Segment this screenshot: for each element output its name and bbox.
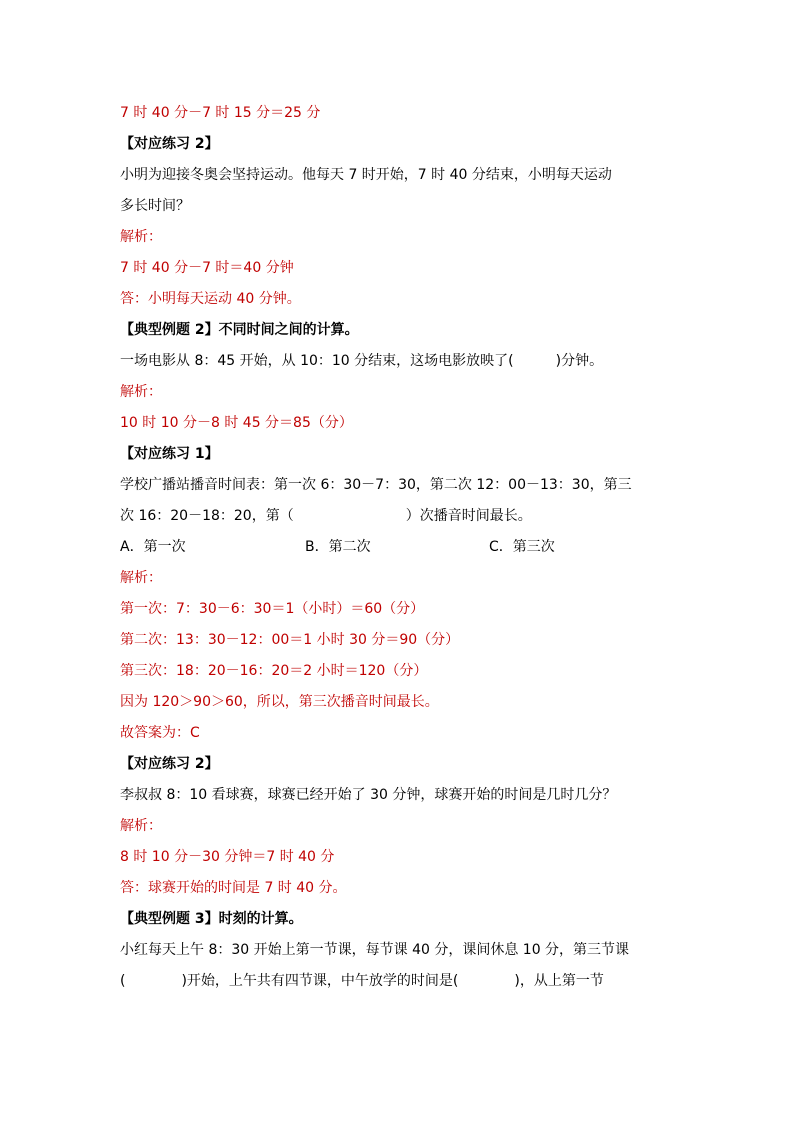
answer-line: 答：球赛开始的时间是 7 时 40 分。 <box>120 880 347 896</box>
answer-line: 故答案为：C <box>120 725 200 741</box>
option-b: B．第二次 <box>305 539 371 555</box>
option-c: C．第三次 <box>489 539 555 555</box>
answer-line: 第一次：7：30－6：30＝1（小时）＝60（分） <box>120 601 425 617</box>
question-text: 多长时间？ <box>120 198 190 214</box>
answer-line: 因为 120＞90＞60，所以，第三次播音时间最长。 <box>120 694 439 710</box>
answer-line: 8 时 10 分－30 分钟＝7 时 40 分 <box>120 849 335 865</box>
answer-line: 7 时 40 分－7 时 15 分＝25 分 <box>120 105 321 121</box>
analysis-label: 解析： <box>120 570 162 586</box>
answer-line: 7 时 40 分－7 时＝40 分钟 <box>120 260 294 276</box>
answer-line: 第三次：18：20－16：20＝2 小时＝120（分） <box>120 663 428 679</box>
question-text: 小明为迎接冬奥会坚持运动。他每天 7 时开始，7 时 40 分结束，小明每天运动 <box>120 167 612 183</box>
analysis-label: 解析： <box>120 384 162 400</box>
section-heading: 【对应练习 2】 <box>120 136 219 152</box>
analysis-label: 解析： <box>120 229 162 245</box>
answer-line: 10 时 10 分－8 时 45 分＝85（分） <box>120 415 353 431</box>
answer-line: 答：小明每天运动 40 分钟。 <box>120 291 301 307</box>
question-text: 次 16：20－18：20，第（ ）次播音时间最长。 <box>120 508 532 524</box>
analysis-label: 解析： <box>120 818 162 834</box>
question-text: 学校广播站播音时间表：第一次 6：30－7：30，第二次 12：00－13：30，第三 <box>120 477 632 493</box>
question-text: 一场电影从 8：45 开始，从 10：10 分结束，这场电影放映了( )分钟。 <box>120 353 604 369</box>
section-heading: 【对应练习 2】 <box>120 756 219 772</box>
question-text: 小红每天上午 8：30 开始上第一节课，每节课 40 分，课间休息 10 分，第三节课 <box>120 942 630 958</box>
section-heading: 【典型例题 2】不同时间之间的计算。 <box>120 322 359 338</box>
section-heading: 【对应练习 1】 <box>120 446 219 462</box>
question-text: ( )开始，上午共有四节课，中午放学的时间是( )，从上第一节 <box>120 973 604 989</box>
option-a: A．第一次 <box>120 539 186 555</box>
question-text: 李叔叔 8：10 看球赛，球赛已经开始了 30 分钟，球赛开始的时间是几时几分？ <box>120 787 617 803</box>
answer-line: 第二次：13：30－12：00＝1 小时 30 分＝90（分） <box>120 632 460 648</box>
section-heading: 【典型例题 3】时刻的计算。 <box>120 911 303 927</box>
